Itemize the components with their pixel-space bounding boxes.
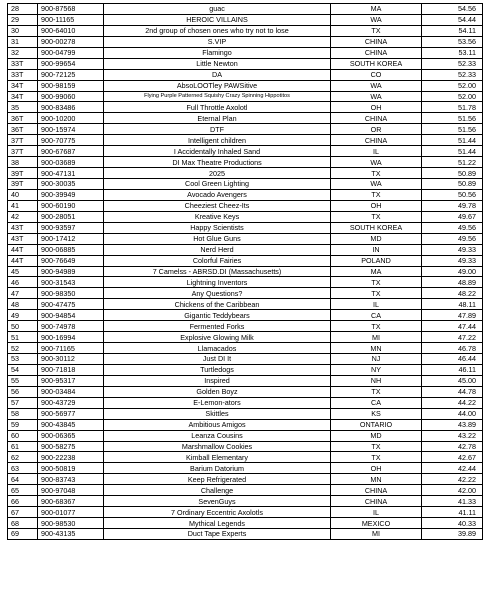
team-number-cell: 900-06885 xyxy=(38,244,104,255)
team-number-cell: 900-98530 xyxy=(38,518,104,529)
score-cell: 51.44 xyxy=(422,146,483,157)
team-number-cell: 900-47475 xyxy=(38,299,104,310)
score-cell: 49.33 xyxy=(422,255,483,266)
location-cell: MI xyxy=(331,332,422,343)
location-cell: MN xyxy=(331,474,422,485)
team-name-cell: Intelligent children xyxy=(104,135,331,146)
score-cell: 48.89 xyxy=(422,277,483,288)
location-cell: OH xyxy=(331,200,422,211)
team-number-cell: 900-28051 xyxy=(38,211,104,222)
table-row xyxy=(8,452,483,463)
score-cell: 50.89 xyxy=(422,168,483,179)
rank-cell: 53 xyxy=(8,354,38,365)
location-cell: WA xyxy=(331,179,422,190)
rank-cell: 47 xyxy=(8,288,38,299)
team-name-cell: DI Max Theatre Productions xyxy=(104,157,331,168)
location-cell: CHINA xyxy=(331,135,422,146)
table-row xyxy=(8,200,483,211)
table-row xyxy=(8,179,483,190)
table-row xyxy=(8,14,483,25)
location-cell: ONTARIO xyxy=(331,419,422,430)
table-row xyxy=(8,113,483,124)
rank-cell: 35 xyxy=(8,102,38,113)
team-name-cell: Golden Boyz xyxy=(104,386,331,397)
results-table-body xyxy=(8,4,483,540)
table-row xyxy=(8,25,483,36)
score-cell: 48.11 xyxy=(422,299,483,310)
table-row xyxy=(8,441,483,452)
score-cell: 52.33 xyxy=(422,69,483,80)
team-number-cell: 900-68367 xyxy=(38,496,104,507)
team-number-cell: 900-94854 xyxy=(38,310,104,321)
team-number-cell: 900-43729 xyxy=(38,397,104,408)
team-name-cell: Hot Glue Guns xyxy=(104,233,331,244)
team-name-cell: Colorful Fairies xyxy=(104,255,331,266)
team-name-cell: Just DI It xyxy=(104,354,331,365)
score-cell: 51.44 xyxy=(422,135,483,146)
location-cell: CHINA xyxy=(331,47,422,58)
team-number-cell: 900-06365 xyxy=(38,430,104,441)
team-number-cell: 900-70775 xyxy=(38,135,104,146)
score-cell: 48.22 xyxy=(422,288,483,299)
table-row xyxy=(8,277,483,288)
table-row xyxy=(8,386,483,397)
table-row xyxy=(8,168,483,179)
rank-cell: 43T xyxy=(8,222,38,233)
location-cell: KS xyxy=(331,408,422,419)
team-name-cell: 7 Camelss - ABRSD.DI (Massachusetts) xyxy=(104,266,331,277)
score-cell: 53.11 xyxy=(422,47,483,58)
rank-cell: 37T xyxy=(8,135,38,146)
team-name-cell: Ambitious Amigos xyxy=(104,419,331,430)
score-cell: 49.56 xyxy=(422,233,483,244)
location-cell: NH xyxy=(331,375,422,386)
team-number-cell: 900-83743 xyxy=(38,474,104,485)
team-name-cell: Any Questions? xyxy=(104,288,331,299)
score-cell: 49.00 xyxy=(422,266,483,277)
score-cell: 46.78 xyxy=(422,343,483,354)
location-cell: TX xyxy=(331,189,422,200)
rank-cell: 39T xyxy=(8,179,38,190)
table-row xyxy=(8,419,483,430)
team-number-cell: 900-01077 xyxy=(38,507,104,518)
team-name-cell: Fermented Forks xyxy=(104,321,331,332)
rank-cell: 58 xyxy=(8,408,38,419)
team-name-cell: Keep Refrigerated xyxy=(104,474,331,485)
team-number-cell: 900-30112 xyxy=(38,354,104,365)
team-number-cell: 900-56977 xyxy=(38,408,104,419)
team-name-cell: Happy Scientists xyxy=(104,222,331,233)
table-row xyxy=(8,157,483,168)
table-row xyxy=(8,474,483,485)
location-cell: TX xyxy=(331,288,422,299)
team-name-cell: I Accidentally Inhaled Sand xyxy=(104,146,331,157)
score-cell: 44.22 xyxy=(422,397,483,408)
team-name-cell: 7 Ordinary Eccentric Axolotls xyxy=(104,507,331,518)
team-name-cell: Duct Tape Experts xyxy=(104,529,331,540)
location-cell: SOUTH KOREA xyxy=(331,222,422,233)
location-cell: MA xyxy=(331,266,422,277)
team-name-cell: S.VIP xyxy=(104,36,331,47)
rank-cell: 37T xyxy=(8,146,38,157)
score-cell: 45.00 xyxy=(422,375,483,386)
rank-cell: 28 xyxy=(8,4,38,15)
table-row xyxy=(8,47,483,58)
score-cell: 52.33 xyxy=(422,58,483,69)
location-cell: TX xyxy=(331,321,422,332)
table-row xyxy=(8,507,483,518)
rank-cell: 45 xyxy=(8,266,38,277)
location-cell: OH xyxy=(331,463,422,474)
table-row xyxy=(8,69,483,80)
rank-cell: 34T xyxy=(8,91,38,102)
team-number-cell: 900-43135 xyxy=(38,529,104,540)
rank-cell: 29 xyxy=(8,14,38,25)
score-cell: 44.00 xyxy=(422,408,483,419)
score-cell: 50.89 xyxy=(422,179,483,190)
team-number-cell: 900-93597 xyxy=(38,222,104,233)
score-cell: 43.89 xyxy=(422,419,483,430)
location-cell: MD xyxy=(331,430,422,441)
score-cell: 54.56 xyxy=(422,4,483,15)
rank-cell: 63 xyxy=(8,463,38,474)
location-cell: MD xyxy=(331,233,422,244)
table-row xyxy=(8,124,483,135)
team-number-cell: 900-50819 xyxy=(38,463,104,474)
rank-cell: 42 xyxy=(8,211,38,222)
rank-cell: 39T xyxy=(8,168,38,179)
score-cell: 49.78 xyxy=(422,200,483,211)
team-number-cell: 900-98159 xyxy=(38,80,104,91)
rank-cell: 57 xyxy=(8,397,38,408)
team-number-cell: 900-67687 xyxy=(38,146,104,157)
location-cell: TX xyxy=(331,441,422,452)
team-name-cell: Skittles xyxy=(104,408,331,419)
location-cell: MEXICO xyxy=(331,518,422,529)
location-cell: CA xyxy=(331,310,422,321)
score-cell: 54.11 xyxy=(422,25,483,36)
score-cell: 42.00 xyxy=(422,485,483,496)
location-cell: OR xyxy=(331,124,422,135)
rank-cell: 40 xyxy=(8,189,38,200)
location-cell: POLAND xyxy=(331,255,422,266)
team-number-cell: 900-39949 xyxy=(38,189,104,200)
team-number-cell: 900-99060 xyxy=(38,91,104,102)
rank-cell: 59 xyxy=(8,419,38,430)
location-cell: CHINA xyxy=(331,36,422,47)
location-cell: CA xyxy=(331,397,422,408)
team-number-cell: 900-11165 xyxy=(38,14,104,25)
table-row xyxy=(8,4,483,15)
rank-cell: 54 xyxy=(8,364,38,375)
results-table xyxy=(7,3,483,540)
location-cell: CO xyxy=(331,69,422,80)
rank-cell: 67 xyxy=(8,507,38,518)
table-row xyxy=(8,408,483,419)
team-number-cell: 900-95317 xyxy=(38,375,104,386)
team-number-cell: 900-64010 xyxy=(38,25,104,36)
team-name-cell: HEROIC VILLAINS xyxy=(104,14,331,25)
team-name-cell: SevenGuys xyxy=(104,496,331,507)
table-row xyxy=(8,496,483,507)
location-cell: SOUTH KOREA xyxy=(331,58,422,69)
score-cell: 42.67 xyxy=(422,452,483,463)
rank-cell: 38 xyxy=(8,157,38,168)
table-row xyxy=(8,332,483,343)
table-row xyxy=(8,36,483,47)
team-name-cell: AbsoLOOTley PAWSitive xyxy=(104,80,331,91)
score-cell: 47.44 xyxy=(422,321,483,332)
team-name-cell: E-Lemon-ators xyxy=(104,397,331,408)
team-name-cell: Cool Green Lighting xyxy=(104,179,331,190)
rank-cell: 36T xyxy=(8,124,38,135)
score-cell: 49.56 xyxy=(422,222,483,233)
team-name-cell: Lightning Inventors xyxy=(104,277,331,288)
team-name-cell: Explosive Glowing Milk xyxy=(104,332,331,343)
score-cell: 42.44 xyxy=(422,463,483,474)
table-row xyxy=(8,463,483,474)
table-row xyxy=(8,375,483,386)
location-cell: WA xyxy=(331,157,422,168)
score-cell: 51.78 xyxy=(422,102,483,113)
team-name-cell: Cheeziest Cheez-Its xyxy=(104,200,331,211)
score-cell: 53.56 xyxy=(422,36,483,47)
location-cell: CHINA xyxy=(331,496,422,507)
table-row xyxy=(8,211,483,222)
team-name-cell: Gigantic Teddybears xyxy=(104,310,331,321)
team-number-cell: 900-43845 xyxy=(38,419,104,430)
rank-cell: 61 xyxy=(8,441,38,452)
rank-cell: 30 xyxy=(8,25,38,36)
team-number-cell: 900-17412 xyxy=(38,233,104,244)
rank-cell: 62 xyxy=(8,452,38,463)
score-cell: 41.33 xyxy=(422,496,483,507)
score-cell: 49.33 xyxy=(422,244,483,255)
team-name-cell: Flamingo xyxy=(104,47,331,58)
table-row xyxy=(8,102,483,113)
score-cell: 43.22 xyxy=(422,430,483,441)
rank-cell: 43T xyxy=(8,233,38,244)
table-row xyxy=(8,233,483,244)
rank-cell: 49 xyxy=(8,310,38,321)
score-cell: 47.89 xyxy=(422,310,483,321)
score-cell: 51.22 xyxy=(422,157,483,168)
rank-cell: 65 xyxy=(8,485,38,496)
score-cell: 52.00 xyxy=(422,91,483,102)
team-name-cell: Marshmallow Cookies xyxy=(104,441,331,452)
location-cell: IL xyxy=(331,146,422,157)
location-cell: TX xyxy=(331,168,422,179)
team-number-cell: 900-47131 xyxy=(38,168,104,179)
team-name-cell: Full Throttle Axolotl xyxy=(104,102,331,113)
score-cell: 49.67 xyxy=(422,211,483,222)
table-row xyxy=(8,430,483,441)
rank-cell: 52 xyxy=(8,343,38,354)
team-number-cell: 900-16994 xyxy=(38,332,104,343)
table-row xyxy=(8,288,483,299)
team-number-cell: 900-76649 xyxy=(38,255,104,266)
score-cell: 40.33 xyxy=(422,518,483,529)
score-cell: 50.56 xyxy=(422,189,483,200)
team-name-cell: Llamacados xyxy=(104,343,331,354)
score-cell: 46.44 xyxy=(422,354,483,365)
score-cell: 51.56 xyxy=(422,113,483,124)
score-cell: 41.11 xyxy=(422,507,483,518)
table-row xyxy=(8,310,483,321)
location-cell: CHINA xyxy=(331,485,422,496)
team-name-cell: Barium Datorium xyxy=(104,463,331,474)
team-name-cell: Leanza Cousins xyxy=(104,430,331,441)
team-number-cell: 900-97048 xyxy=(38,485,104,496)
score-cell: 39.89 xyxy=(422,529,483,540)
team-number-cell: 900-99654 xyxy=(38,58,104,69)
table-row xyxy=(8,80,483,91)
location-cell: WA xyxy=(331,14,422,25)
table-row xyxy=(8,485,483,496)
table-row xyxy=(8,397,483,408)
location-cell: TX xyxy=(331,386,422,397)
location-cell: MN xyxy=(331,343,422,354)
score-cell: 42.22 xyxy=(422,474,483,485)
table-row xyxy=(8,364,483,375)
table-row xyxy=(8,189,483,200)
rank-cell: 32 xyxy=(8,47,38,58)
rank-cell: 60 xyxy=(8,430,38,441)
location-cell: NJ xyxy=(331,354,422,365)
rank-cell: 69 xyxy=(8,529,38,540)
score-cell: 42.78 xyxy=(422,441,483,452)
team-number-cell: 900-71165 xyxy=(38,343,104,354)
team-number-cell: 900-71818 xyxy=(38,364,104,375)
location-cell: CHINA xyxy=(331,113,422,124)
rank-cell: 44T xyxy=(8,255,38,266)
table-row xyxy=(8,518,483,529)
team-number-cell: 900-58275 xyxy=(38,441,104,452)
location-cell: TX xyxy=(331,25,422,36)
team-number-cell: 900-04799 xyxy=(38,47,104,58)
rank-cell: 68 xyxy=(8,518,38,529)
rank-cell: 44T xyxy=(8,244,38,255)
location-cell: OH xyxy=(331,102,422,113)
table-row xyxy=(8,321,483,332)
location-cell: TX xyxy=(331,277,422,288)
table-row xyxy=(8,135,483,146)
table-row xyxy=(8,91,483,102)
table-row xyxy=(8,354,483,365)
location-cell: WA xyxy=(331,80,422,91)
table-row xyxy=(8,266,483,277)
rank-cell: 50 xyxy=(8,321,38,332)
team-number-cell: 900-72125 xyxy=(38,69,104,80)
team-name-cell: Mythical Legends xyxy=(104,518,331,529)
rank-cell: 36T xyxy=(8,113,38,124)
table-row xyxy=(8,58,483,69)
team-number-cell: 900-15974 xyxy=(38,124,104,135)
location-cell: WA xyxy=(331,91,422,102)
team-name-cell: Kreative Keys xyxy=(104,211,331,222)
team-number-cell: 900-94989 xyxy=(38,266,104,277)
team-number-cell: 900-22238 xyxy=(38,452,104,463)
location-cell: IL xyxy=(331,507,422,518)
rank-cell: 64 xyxy=(8,474,38,485)
rank-cell: 41 xyxy=(8,200,38,211)
team-name-cell: Challenge xyxy=(104,485,331,496)
location-cell: TX xyxy=(331,211,422,222)
rank-cell: 56 xyxy=(8,386,38,397)
table-row xyxy=(8,244,483,255)
rank-cell: 34T xyxy=(8,80,38,91)
score-cell: 51.56 xyxy=(422,124,483,135)
score-cell: 52.00 xyxy=(422,80,483,91)
table-row xyxy=(8,146,483,157)
location-cell: MA xyxy=(331,4,422,15)
score-cell: 47.22 xyxy=(422,332,483,343)
location-cell: MI xyxy=(331,529,422,540)
team-number-cell: 900-03689 xyxy=(38,157,104,168)
team-number-cell: 900-60190 xyxy=(38,200,104,211)
team-number-cell: 900-74978 xyxy=(38,321,104,332)
team-name-cell: Flying Purple Patterned Squishy Crazy Spinning Hippotitos xyxy=(104,91,331,102)
team-number-cell: 900-10200 xyxy=(38,113,104,124)
team-number-cell: 900-98350 xyxy=(38,288,104,299)
team-name-cell: Little Newton xyxy=(104,58,331,69)
table-row xyxy=(8,222,483,233)
score-cell: 44.78 xyxy=(422,386,483,397)
rank-cell: 33T xyxy=(8,58,38,69)
score-cell: 46.11 xyxy=(422,364,483,375)
table-row xyxy=(8,529,483,540)
team-name-cell: Nerd Herd xyxy=(104,244,331,255)
location-cell: IN xyxy=(331,244,422,255)
team-number-cell: 900-00278 xyxy=(38,36,104,47)
table-row xyxy=(8,299,483,310)
rank-cell: 48 xyxy=(8,299,38,310)
team-name-cell: Kimball Elementary xyxy=(104,452,331,463)
location-cell: NY xyxy=(331,364,422,375)
team-name-cell: Inspired xyxy=(104,375,331,386)
team-number-cell: 900-03484 xyxy=(38,386,104,397)
team-name-cell: Chickens of the Caribbean xyxy=(104,299,331,310)
team-name-cell: Eternal Plan xyxy=(104,113,331,124)
team-number-cell: 900-31543 xyxy=(38,277,104,288)
rank-cell: 46 xyxy=(8,277,38,288)
team-name-cell: DA xyxy=(104,69,331,80)
team-name-cell: 2nd group of chosen ones who try not to lose xyxy=(104,25,331,36)
team-name-cell: Turtledogs xyxy=(104,364,331,375)
score-cell: 54.44 xyxy=(422,14,483,25)
team-name-cell: 2025 xyxy=(104,168,331,179)
team-number-cell: 900-83486 xyxy=(38,102,104,113)
team-number-cell: 900-30035 xyxy=(38,179,104,190)
team-name-cell: Avocado Avengers xyxy=(104,189,331,200)
location-cell: IL xyxy=(331,299,422,310)
team-name-cell: guac xyxy=(104,4,331,15)
rank-cell: 33T xyxy=(8,69,38,80)
table-row xyxy=(8,343,483,354)
team-name-cell: DTF xyxy=(104,124,331,135)
rank-cell: 55 xyxy=(8,375,38,386)
team-number-cell: 900-87568 xyxy=(38,4,104,15)
location-cell: TX xyxy=(331,452,422,463)
rank-cell: 51 xyxy=(8,332,38,343)
table-row xyxy=(8,255,483,266)
rank-cell: 31 xyxy=(8,36,38,47)
rank-cell: 66 xyxy=(8,496,38,507)
